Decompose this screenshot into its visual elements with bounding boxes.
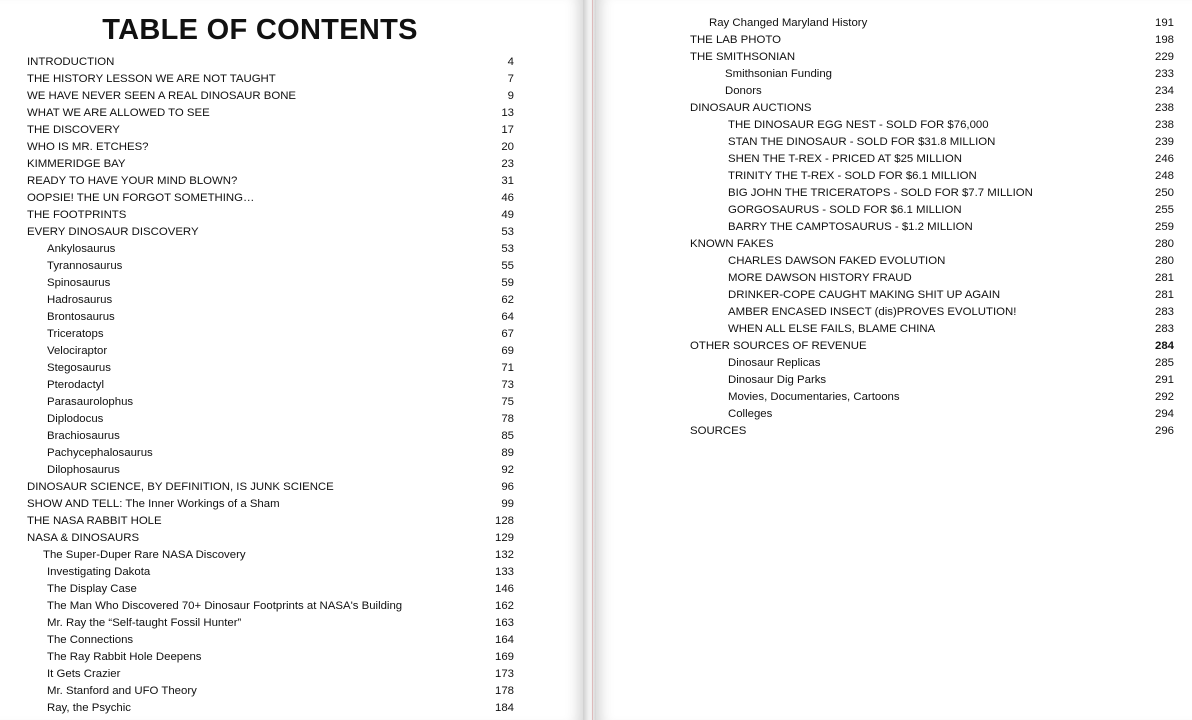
toc-entry-title: BARRY THE CAMPTOSAURUS - $1.2 MILLION: [728, 221, 973, 233]
toc-entry-page-number: 129: [494, 532, 514, 544]
toc-entry-page-number: 132: [494, 549, 514, 561]
toc-entry-title: THE SMITHSONIAN: [690, 51, 796, 63]
toc-entry[interactable]: [27, 479, 514, 496]
toc-entry-page-number: 255: [1154, 204, 1174, 216]
toc-entry-title: THE DISCOVERY: [27, 124, 120, 136]
toc-entry-title: MORE DAWSON HISTORY FRAUD: [728, 272, 912, 284]
toc-entry-title: Parasaurolophus: [47, 396, 134, 408]
toc-entry[interactable]: [690, 304, 1174, 321]
toc-entry-title: Velociraptor: [47, 345, 108, 357]
toc-entry-page-number: 284: [1154, 340, 1174, 352]
toc-entry-title: Brontosaurus: [47, 311, 115, 323]
toc-entry[interactable]: [690, 117, 1174, 134]
toc-entry-title: Dilophosaurus: [47, 464, 120, 476]
toc-entry-title: Pterodactyl: [47, 379, 104, 391]
toc-entry-page-number: 250: [1154, 187, 1174, 199]
toc-entry[interactable]: [27, 700, 514, 717]
toc-entry-title: THE LAB PHOTO: [690, 34, 781, 46]
toc-entry-title: The Super-Duper Rare NASA Discovery: [43, 549, 246, 561]
toc-entry[interactable]: [27, 513, 514, 530]
toc-entry-page-number: 67: [501, 328, 514, 340]
toc-entry-title: Brachiosaurus: [47, 430, 120, 442]
book-gutter: [583, 0, 596, 720]
toc-entry[interactable]: [27, 496, 514, 513]
toc-entry-title: Mr. Stanford and UFO Theory: [47, 685, 197, 697]
toc-entry-title: INTRODUCTION: [27, 56, 115, 68]
toc-entry-title: SHOW AND TELL: The Inner Workings of a Sham: [27, 498, 280, 510]
toc-entry-page-number: 59: [501, 277, 514, 289]
toc-entry-title: SOURCES: [690, 425, 747, 437]
toc-entry-title: Colleges: [728, 408, 773, 420]
toc-list-right: [690, 15, 1174, 440]
toc-entry-page-number: 62: [501, 294, 514, 306]
toc-entry[interactable]: [27, 224, 514, 241]
toc-entry[interactable]: [690, 270, 1174, 287]
toc-entry[interactable]: [27, 292, 514, 309]
toc-entry-title: Hadrosaurus: [47, 294, 113, 306]
toc-entry-page-number: 280: [1154, 255, 1174, 267]
toc-entry-page-number: 9: [507, 90, 514, 102]
toc-entry-page-number: 191: [1154, 17, 1174, 29]
toc-entry-page-number: 92: [501, 464, 514, 476]
toc-entry-title: KIMMERIDGE BAY: [27, 158, 126, 170]
toc-entry[interactable]: [27, 683, 514, 700]
toc-entry-title: Smithsonian Funding: [725, 68, 833, 80]
toc-entry-page-number: 69: [501, 345, 514, 357]
toc-entry-page-number: 238: [1154, 119, 1174, 131]
toc-entry[interactable]: [27, 54, 514, 71]
toc-entry-title: DINOSAUR SCIENCE, BY DEFINITION, IS JUNK SCIENCE: [27, 481, 334, 493]
left-page: [0, 0, 583, 720]
toc-entry[interactable]: [27, 241, 514, 258]
toc-entry-page-number: 13: [501, 107, 514, 119]
toc-entry-page-number: 55: [501, 260, 514, 272]
toc-entry[interactable]: [27, 309, 514, 326]
toc-entry-page-number: 31: [501, 175, 514, 187]
toc-entry-page-number: 89: [501, 447, 514, 459]
toc-entry[interactable]: [690, 338, 1174, 355]
gutter-line: [592, 0, 593, 720]
toc-entry-title: Triceratops: [47, 328, 104, 340]
toc-entry-page-number: 281: [1154, 272, 1174, 284]
toc-entry[interactable]: [27, 190, 514, 207]
toc-entry-title: STAN THE DINOSAUR - SOLD FOR $31.8 MILLION: [728, 136, 996, 148]
toc-entry[interactable]: [27, 275, 514, 292]
toc-entry-title: The Ray Rabbit Hole Deepens: [47, 651, 202, 663]
toc-entry-title: Movies, Documentaries, Cartoons: [728, 391, 900, 403]
toc-entry-title: WE HAVE NEVER SEEN A REAL DINOSAUR BONE: [27, 90, 297, 102]
toc-entry-page-number: 78: [501, 413, 514, 425]
toc-entry-page-number: 234: [1154, 85, 1174, 97]
toc-entry-page-number: 64: [501, 311, 514, 323]
toc-entry-title: DRINKER-COPE CAUGHT MAKING SHIT UP AGAIN: [728, 289, 1001, 301]
toc-entry[interactable]: [27, 649, 514, 666]
toc-entry[interactable]: [27, 564, 514, 581]
toc-entry-title: Investigating Dakota: [47, 566, 151, 578]
toc-entry-page-number: 292: [1154, 391, 1174, 403]
toc-entry-page-number: 23: [501, 158, 514, 170]
toc-entry-page-number: 233: [1154, 68, 1174, 80]
toc-entry-page-number: 229: [1154, 51, 1174, 63]
toc-entry-title: OTHER SOURCES OF REVENUE: [690, 340, 867, 352]
toc-entry-page-number: 164: [494, 634, 514, 646]
toc-entry[interactable]: [27, 326, 514, 343]
toc-entry-page-number: 178: [494, 685, 514, 697]
toc-entry[interactable]: [27, 360, 514, 377]
toc-entry-page-number: 285: [1154, 357, 1174, 369]
toc-entry-title: WHAT WE ARE ALLOWED TO SEE: [27, 107, 210, 119]
toc-entry[interactable]: [27, 547, 514, 564]
toc-entry-page-number: 75: [501, 396, 514, 408]
toc-entry[interactable]: [27, 394, 514, 411]
toc-entry[interactable]: [690, 151, 1174, 168]
toc-entry-page-number: 7: [507, 73, 514, 85]
toc-entry[interactable]: [27, 105, 514, 122]
toc-entry-title: SHEN THE T-REX - PRICED AT $25 MILLION: [728, 153, 962, 165]
toc-entry-page-number: 128: [494, 515, 514, 527]
toc-entry[interactable]: [690, 423, 1174, 440]
toc-entry-page-number: 198: [1154, 34, 1174, 46]
toc-entry-title: OOPSIE! THE UN FORGOT SOMETHING…: [27, 192, 255, 204]
toc-entry[interactable]: [690, 32, 1174, 49]
toc-entry[interactable]: [690, 321, 1174, 338]
toc-entry[interactable]: [690, 219, 1174, 236]
toc-entry-title: Stegosaurus: [47, 362, 111, 374]
toc-entry-title: It Gets Crazier: [47, 668, 121, 680]
toc-entry-title: GORGOSAURUS - SOLD FOR $6.1 MILLION: [728, 204, 962, 216]
toc-entry[interactable]: [690, 168, 1174, 185]
toc-entry-title: Tyrannosaurus: [47, 260, 123, 272]
toc-entry-page-number: 246: [1154, 153, 1174, 165]
toc-entry[interactable]: [690, 287, 1174, 304]
toc-entry[interactable]: [690, 185, 1174, 202]
toc-entry-title: READY TO HAVE YOUR MIND BLOWN?: [27, 175, 238, 187]
toc-entry-page-number: 239: [1154, 136, 1174, 148]
toc-entry-page-number: 73: [501, 379, 514, 391]
toc-entry-title: Dinosaur Dig Parks: [728, 374, 827, 386]
toc-entry-title: The Man Who Discovered 70+ Dinosaur Footprints at NASA's Building: [47, 600, 403, 612]
toc-entry-page-number: 53: [501, 226, 514, 238]
toc-entry[interactable]: [690, 49, 1174, 66]
toc-entry-title: Ankylosaurus: [47, 243, 116, 255]
toc-entry-page-number: 162: [494, 600, 514, 612]
toc-entry-title: Ray, the Psychic: [47, 702, 131, 714]
toc-entry[interactable]: [27, 173, 514, 190]
toc-entry[interactable]: [27, 139, 514, 156]
toc-entry[interactable]: [690, 83, 1174, 100]
toc-entry-page-number: 280: [1154, 238, 1174, 250]
toc-entry[interactable]: [27, 122, 514, 139]
toc-entry-title: The Connections: [47, 634, 134, 646]
toc-entry[interactable]: [27, 258, 514, 275]
toc-entry-page-number: 133: [494, 566, 514, 578]
toc-entry-page-number: 184: [494, 702, 514, 714]
toc-entry-title: THE FOOTPRINTS: [27, 209, 127, 221]
toc-entry-page-number: 173: [494, 668, 514, 680]
toc-entry-title: DINOSAUR AUCTIONS: [690, 102, 812, 114]
toc-entry-page-number: 17: [501, 124, 514, 136]
toc-entry[interactable]: [690, 202, 1174, 219]
toc-entry[interactable]: [690, 15, 1174, 32]
toc-entry-title: Spinosaurus: [47, 277, 111, 289]
toc-entry[interactable]: [690, 406, 1174, 423]
toc-entry-title: THE HISTORY LESSON WE ARE NOT TAUGHT: [27, 73, 276, 85]
toc-entry-page-number: 294: [1154, 408, 1174, 420]
toc-entry-page-number: 4: [507, 56, 514, 68]
toc-entry[interactable]: [690, 236, 1174, 253]
toc-entry[interactable]: [27, 598, 514, 615]
toc-entry[interactable]: [690, 134, 1174, 151]
toc-entry-page-number: 238: [1154, 102, 1174, 114]
toc-entry-page-number: 53: [501, 243, 514, 255]
toc-entry-title: Dinosaur Replicas: [728, 357, 821, 369]
toc-entry[interactable]: [690, 253, 1174, 270]
toc-entry-title: Pachycephalosaurus: [47, 447, 153, 459]
toc-entry[interactable]: [690, 389, 1174, 406]
toc-entry[interactable]: [690, 66, 1174, 83]
toc-entry-title: Donors: [725, 85, 762, 97]
toc-entry[interactable]: [27, 462, 514, 479]
toc-entry[interactable]: [27, 71, 514, 88]
toc-entry-title: WHO IS MR. ETCHES?: [27, 141, 149, 153]
toc-entry-title: THE NASA RABBIT HOLE: [27, 515, 162, 527]
toc-entry[interactable]: [27, 411, 514, 428]
toc-entry-page-number: 49: [501, 209, 514, 221]
toc-entry-page-number: 71: [501, 362, 514, 374]
toc-entry-page-number: 291: [1154, 374, 1174, 386]
toc-entry[interactable]: [27, 156, 514, 173]
toc-entry[interactable]: [27, 615, 514, 632]
toc-entry-title: Mr. Ray the “Self-taught Fossil Hunter”: [47, 617, 242, 629]
toc-entry[interactable]: [27, 581, 514, 598]
toc-entry[interactable]: [27, 632, 514, 649]
toc-entry-title: Diplodocus: [47, 413, 104, 425]
toc-entry-title: AMBER ENCASED INSECT (dis)PROVES EVOLUTION!: [728, 306, 1017, 318]
toc-entry-page-number: 85: [501, 430, 514, 442]
toc-entry[interactable]: [27, 445, 514, 462]
toc-entry[interactable]: [27, 88, 514, 105]
toc-entry-page-number: 281: [1154, 289, 1174, 301]
toc-entry-page-number: 20: [501, 141, 514, 153]
toc-entry[interactable]: [690, 372, 1174, 389]
toc-entry[interactable]: [27, 666, 514, 683]
toc-entry-page-number: 283: [1154, 306, 1174, 318]
toc-entry-page-number: 296: [1154, 425, 1174, 437]
toc-entry[interactable]: [690, 100, 1174, 117]
toc-entry-title: BIG JOHN THE TRICERATOPS - SOLD FOR $7.7 MILLION: [728, 187, 1033, 199]
toc-entry-page-number: 259: [1154, 221, 1174, 233]
toc-entry-title: WHEN ALL ELSE FAILS, BLAME CHINA: [728, 323, 936, 335]
toc-entry[interactable]: [27, 377, 514, 394]
toc-entry[interactable]: [690, 355, 1174, 372]
toc-entry-title: The Display Case: [47, 583, 137, 595]
toc-entry-page-number: 169: [494, 651, 514, 663]
toc-entry-title: THE DINOSAUR EGG NEST - SOLD FOR $76,000: [728, 119, 989, 131]
right-page: [596, 0, 1192, 720]
toc-entry[interactable]: [27, 428, 514, 445]
toc-entry-title: NASA & DINOSAURS: [27, 532, 140, 544]
toc-entry-page-number: 163: [494, 617, 514, 629]
toc-list-left: [27, 54, 514, 717]
toc-entry-title: CHARLES DAWSON FAKED EVOLUTION: [728, 255, 946, 267]
page-title: TABLE OF CONTENTS: [102, 14, 418, 46]
toc-entry[interactable]: [27, 343, 514, 360]
toc-entry-page-number: 146: [494, 583, 514, 595]
toc-entry[interactable]: [27, 207, 514, 224]
toc-entry-title: Ray Changed Maryland History: [709, 17, 868, 29]
toc-entry-title: KNOWN FAKES: [690, 238, 774, 250]
toc-entry-title: EVERY DINOSAUR DISCOVERY: [27, 226, 199, 238]
toc-entry-page-number: 248: [1154, 170, 1174, 182]
toc-entry-page-number: 46: [501, 192, 514, 204]
toc-entry-page-number: 96: [501, 481, 514, 493]
toc-entry[interactable]: [27, 530, 514, 547]
toc-entry-title: TRINITY THE T-REX - SOLD FOR $6.1 MILLION: [728, 170, 977, 182]
toc-entry-page-number: 99: [501, 498, 514, 510]
toc-entry-page-number: 283: [1154, 323, 1174, 335]
